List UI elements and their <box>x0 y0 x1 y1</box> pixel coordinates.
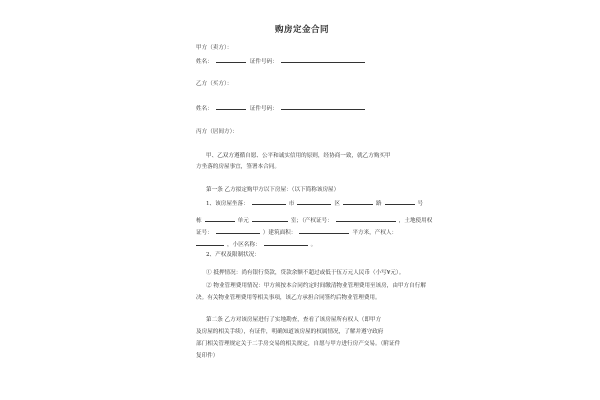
land-cert-label: ，土地使用权 <box>398 218 433 224</box>
page-title: 购房定金合同 <box>275 25 330 35</box>
party-b-id-line <box>196 104 365 113</box>
owner-label: 平方米，产权人： <box>352 230 398 236</box>
party-c-label: 丙方（居间方）： <box>196 129 238 135</box>
party-a-name-blank[interactable] <box>216 57 246 63</box>
party-a-idnum-label: 证件号码： <box>249 59 278 65</box>
intro-line-2: 方坐落的房屋事宜，签署本合同。 <box>196 164 280 170</box>
unit-suffix: 单元 <box>237 218 249 224</box>
district-blank[interactable] <box>297 199 331 205</box>
unit-blank[interactable] <box>205 216 235 222</box>
building-suffix: 栋 <box>196 218 202 224</box>
property-cert-blank[interactable] <box>336 216 396 222</box>
number-suffix: 号 <box>417 201 424 207</box>
area-label: ）建筑面积： <box>262 230 297 236</box>
community-blank[interactable] <box>264 240 308 246</box>
party-b-name-label: 姓名： <box>196 106 213 112</box>
party-a-id-line <box>196 57 365 66</box>
intro-line-1: 甲、乙双方遵循自愿、公平和诚实信用的原则，经协商一致，就乙方购买甲 <box>206 153 391 159</box>
period: 。 <box>310 242 317 248</box>
article-2-line-1: 第二条 乙方对该房屋进行了实地勘查，查看了该房屋所有权人（即甲方 <box>206 317 382 323</box>
party-b-name-blank[interactable] <box>216 104 246 110</box>
property-cert-label: 室；（产权证号： <box>290 218 333 224</box>
party-b-label: 乙方（买方）： <box>196 81 233 87</box>
party-a-idnum-blank[interactable] <box>281 57 365 63</box>
item-area-line <box>196 228 397 237</box>
cert-number-label: 证号： <box>196 230 213 236</box>
city-suffix: 市 <box>288 201 295 207</box>
district-suffix: 区 <box>334 201 340 207</box>
article-2-line-4: 复印件） <box>196 353 219 359</box>
mortgage-line: ① 抵押情况：尚有银行贷款，贷款余额不超过或低于伍万元人民币（小写¥元）。 <box>206 270 405 276</box>
property-fee-line-2: 决。有关物业管理费用等相关事项，该乙方承担合同签约后物业管理费用。 <box>196 295 381 301</box>
property-fee-line-1: ② 物业管理费用情况：甲方须按本合同约定时间缴清物业管理费用至该房，由甲方自行解 <box>206 283 426 289</box>
owner-blank[interactable] <box>196 240 224 246</box>
community-label: ，小区名称： <box>227 242 261 248</box>
road-blank[interactable] <box>343 199 373 205</box>
item-location-line <box>206 199 423 208</box>
land-cert-blank[interactable] <box>216 228 260 234</box>
city-blank[interactable] <box>252 199 286 205</box>
article-2-line-2: 及房屋的相关手续），有证件，明确知道该房屋的权属情况，了解并遵守政府 <box>196 329 384 335</box>
party-a-label: 甲方（卖方）： <box>196 45 233 51</box>
item-unit-line <box>196 216 432 225</box>
area-blank[interactable] <box>299 228 349 234</box>
article-2-line-3: 部门相关管理规定关于二手房交易的相关规定，自愿与甲方进行房产交易。（附证件 <box>196 341 401 347</box>
road-suffix: 路 <box>375 201 382 207</box>
number-blank[interactable] <box>385 199 415 205</box>
item-community-line <box>196 240 316 249</box>
article-1-heading: 第一条 乙方拟定购甲方以下房屋：（以下简称该房屋） <box>206 187 340 193</box>
room-blank[interactable] <box>252 216 288 222</box>
party-b-idnum-blank[interactable] <box>281 104 365 110</box>
restriction-heading: 2、产权及限制状况： <box>206 252 260 258</box>
party-b-idnum-label: 证件号码： <box>249 106 278 112</box>
party-a-name-label: 姓名： <box>196 59 213 65</box>
location-label: 1、该房屋坐落： <box>206 201 249 207</box>
